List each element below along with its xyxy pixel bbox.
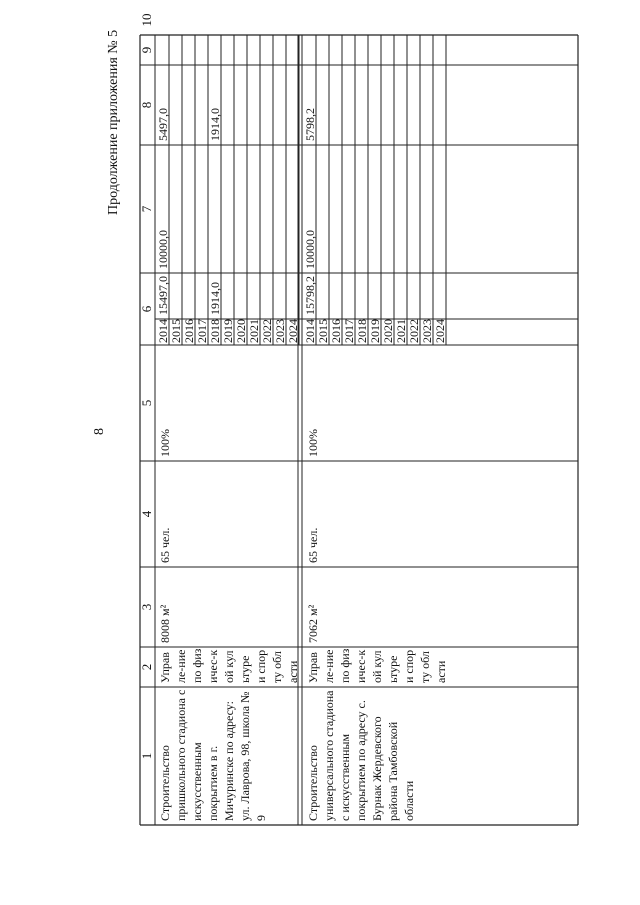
- row1-year: 2021: [247, 319, 261, 343]
- row1-people: 65 чел.: [158, 527, 172, 563]
- row1-year: 2017: [195, 319, 209, 343]
- row1-name: Строительство пришкольного стадиона с искусственным покрытием в г. Мичуринске по адресу: ул. Лаврова, 98, школа № 9: [158, 689, 268, 821]
- col-header-1: 1: [139, 752, 154, 760]
- row1-year: 2024: [286, 319, 300, 343]
- col-header-7: 7: [139, 205, 154, 213]
- row2-year: 2017: [342, 319, 356, 343]
- col-header-2: 2: [139, 663, 154, 671]
- row2-year: 2015: [316, 319, 330, 343]
- col-header-4: 4: [139, 510, 154, 518]
- row1-year: 2015: [169, 319, 183, 343]
- col-header-9: 9: [139, 46, 154, 54]
- row2-percent: 100%: [306, 429, 320, 457]
- row1-year: 2020: [234, 319, 248, 343]
- row2-year: 2019: [368, 319, 382, 343]
- row1-area: 8008 м²: [158, 604, 172, 643]
- row1-year: 2018: [208, 319, 222, 343]
- page-number: 8: [92, 428, 107, 435]
- row1-executor: Управле-ние по физичес-кой культуре и спорту области: [158, 648, 300, 683]
- row2-executor: Управле-ние по физичес-кой культуре и спорту области: [306, 648, 448, 683]
- appendix-title: Продолжение приложения № 5: [106, 29, 121, 215]
- row1-year: 2016: [182, 319, 196, 343]
- row1-col7-value: 10000,0: [156, 230, 170, 269]
- row2-year: 2024: [433, 319, 447, 343]
- row1-col8-value: 5497,0: [156, 108, 170, 141]
- row1-percent: 100%: [158, 429, 172, 457]
- row1-year: 2019: [221, 319, 235, 343]
- row1-col6-value: 15497,0: [156, 276, 170, 315]
- row2-col7-value: 10000,0: [303, 230, 317, 269]
- row2-year: 2020: [381, 319, 395, 343]
- col-header-5: 5: [139, 399, 154, 407]
- row2-year: 2022: [407, 319, 421, 343]
- row2-year: 2014: [303, 319, 317, 343]
- row2-people: 65 чел.: [306, 527, 320, 563]
- col-header-6: 6: [139, 305, 154, 313]
- row2-year: 2018: [355, 319, 369, 343]
- row2-col6-value: 15798,2: [303, 276, 317, 315]
- row2-area: 7062 м²: [306, 604, 320, 643]
- row1-year: 2023: [273, 319, 287, 343]
- row1-year: 2014: [156, 319, 170, 343]
- row2-year: 2016: [329, 319, 343, 343]
- row1-year: 2022: [260, 319, 274, 343]
- row1-col6-value: 1914,0: [208, 282, 222, 315]
- row1-col8-value: 1914,0: [208, 108, 222, 141]
- col-header-10: 10: [139, 13, 154, 27]
- col-header-3: 3: [139, 603, 154, 611]
- row2-col8-value: 5798,2: [303, 108, 317, 141]
- row2-year: 2023: [420, 319, 434, 343]
- row2-name: Строительство универсального стадиона с искусственным покрытием по адресу с. Бурнак Жердевского района Тамбовской области: [306, 690, 416, 821]
- row2-year: 2021: [394, 319, 408, 343]
- col-header-8: 8: [139, 101, 154, 109]
